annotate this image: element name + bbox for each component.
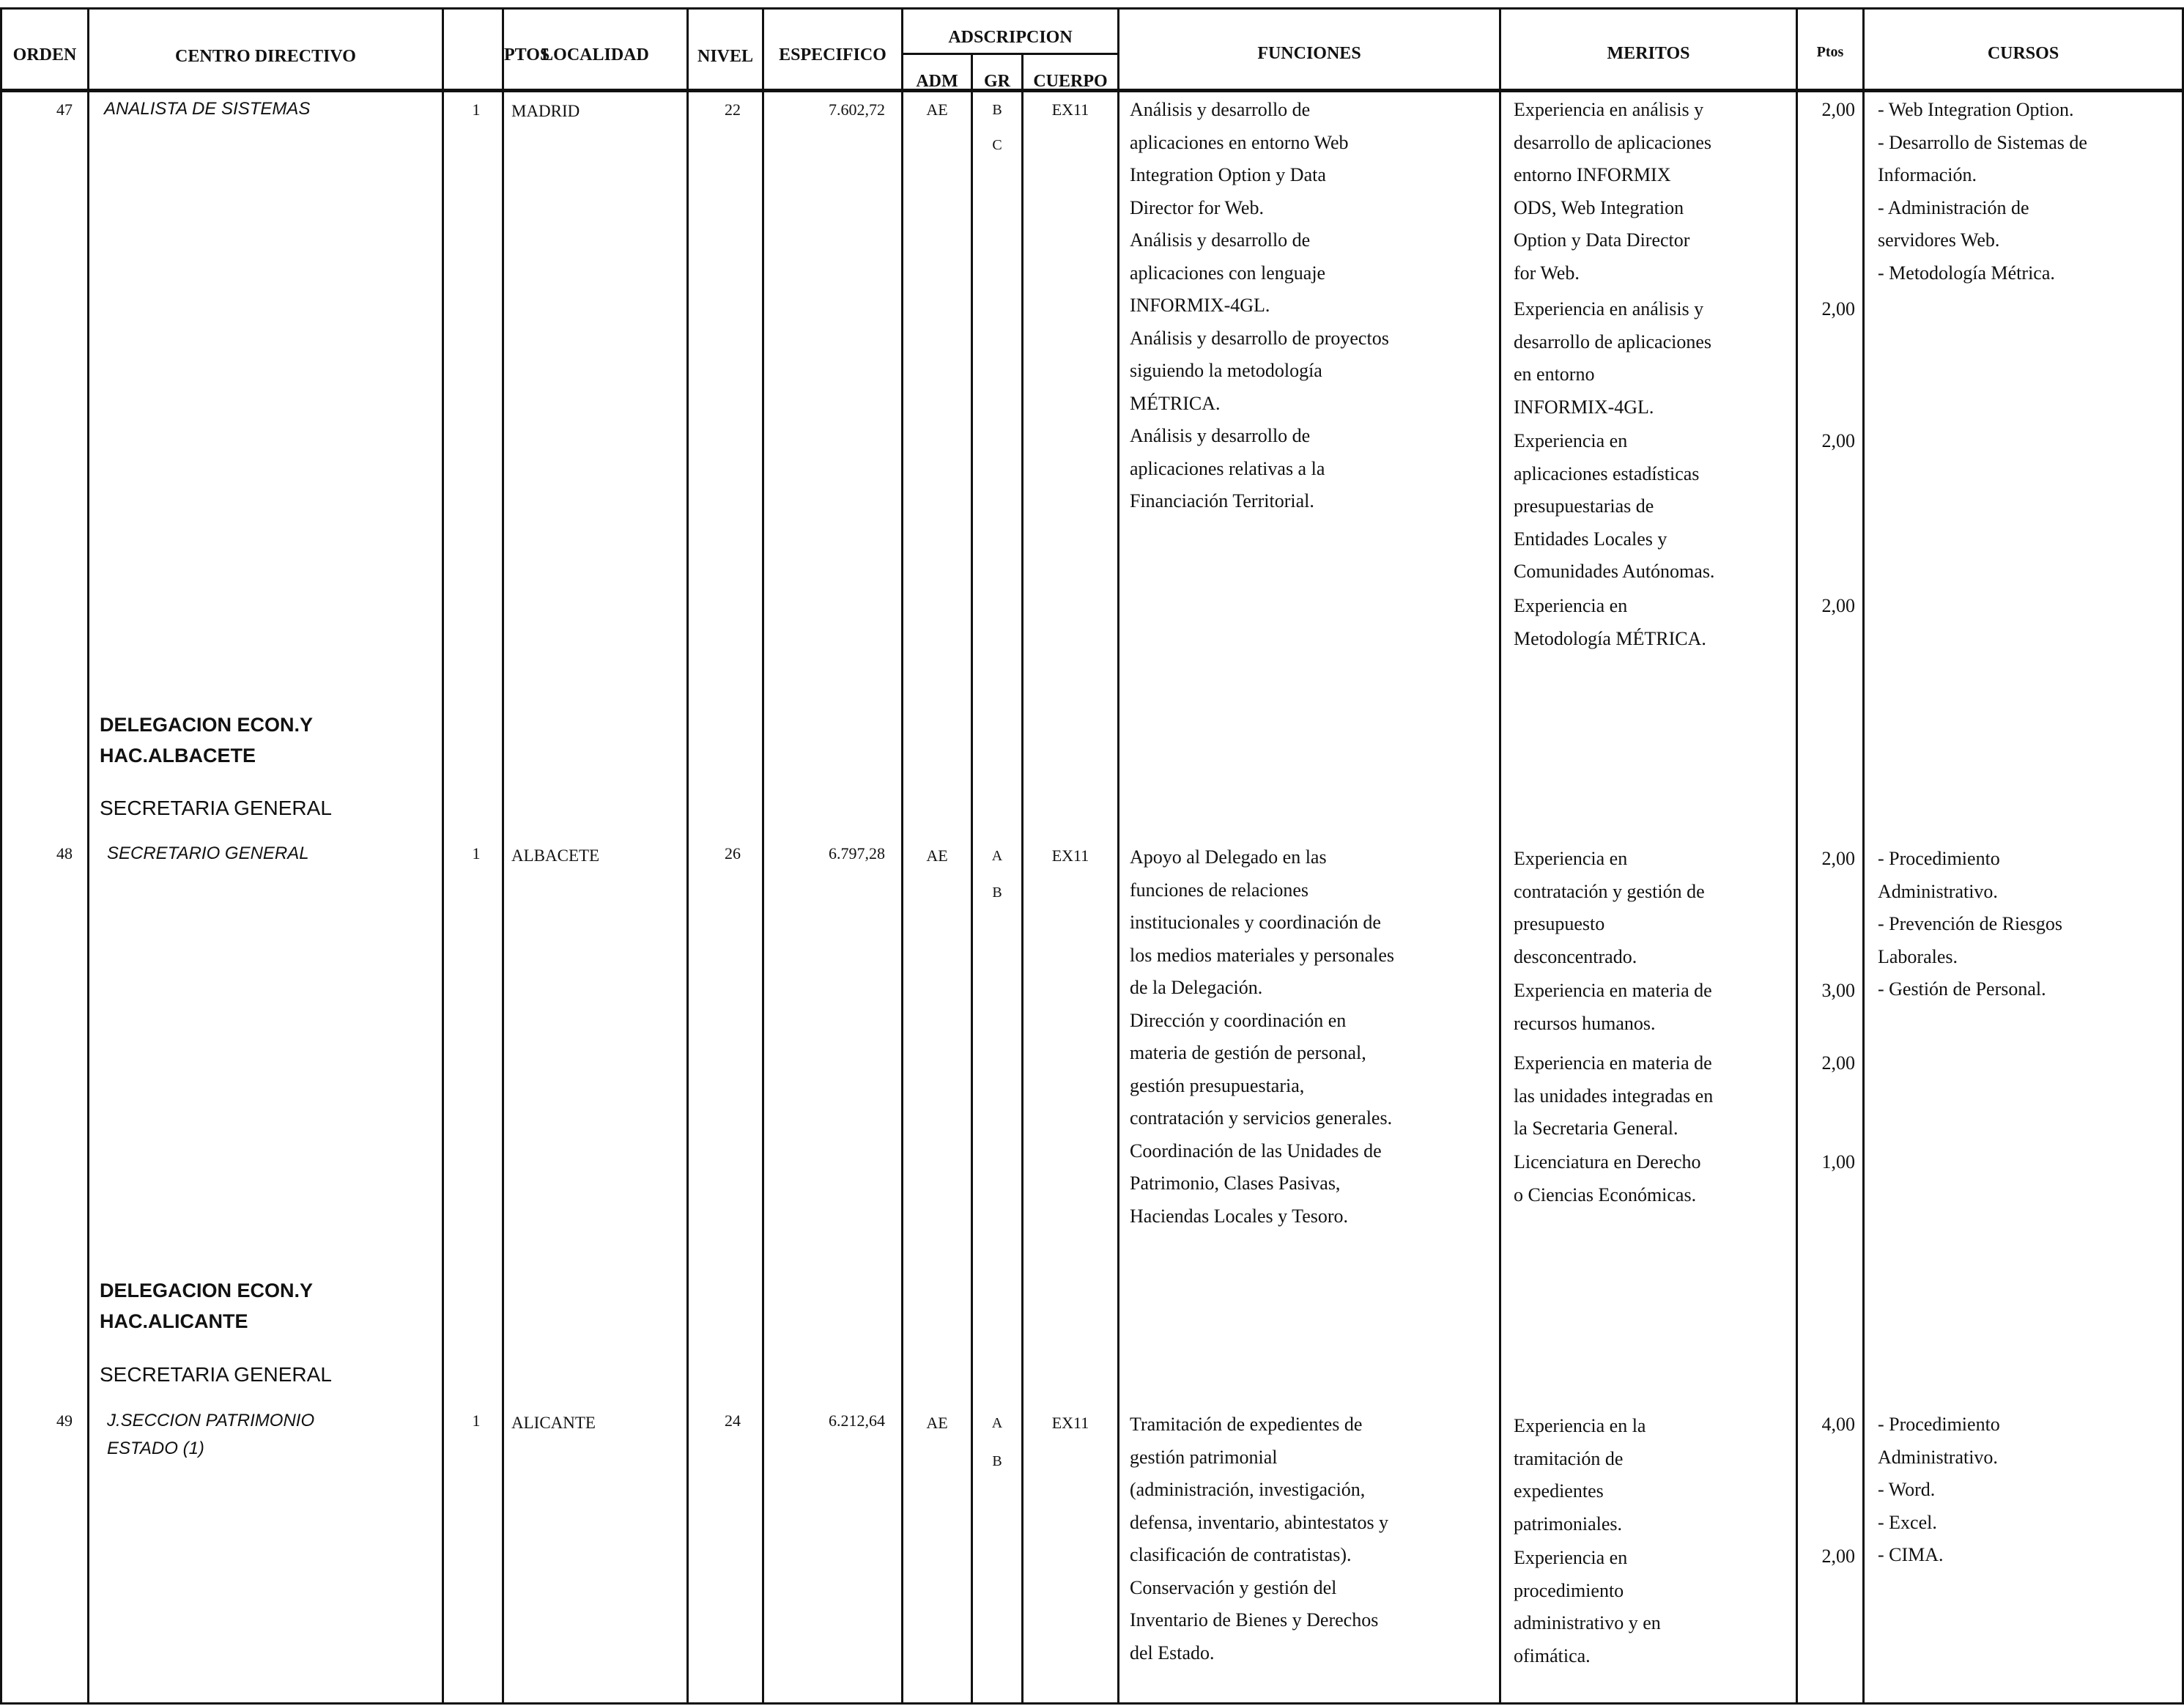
merito: Experiencia en procedimiento administrativo y en ofimática. bbox=[1514, 1547, 1661, 1666]
merito-ptos: 2,00 bbox=[1821, 1052, 1855, 1074]
merito-ptos: 2,00 bbox=[1821, 595, 1855, 616]
merito: Experiencia en materia de las unidades integradas en la Secretaria General. bbox=[1514, 1052, 1714, 1139]
merito-ptos: 2,00 bbox=[1821, 430, 1855, 451]
section-delegacion: DELEGACION ECON.Y HAC.ALBACETE bbox=[100, 714, 314, 767]
merito: Experiencia en contratación y gestión de presupuesto desconcentrado. bbox=[1514, 848, 1705, 967]
ptos: 1 bbox=[472, 100, 481, 119]
merito: Licenciatura en Derecho o Ciencias Económicas. bbox=[1514, 1151, 1701, 1205]
orden: 48 bbox=[56, 844, 73, 863]
merito: Experiencia en materia de recursos humanos. bbox=[1514, 980, 1712, 1034]
cuerpo: EX11 bbox=[1051, 100, 1089, 119]
header-adm: ADM bbox=[916, 72, 958, 91]
funciones: Apoyo al Delegado en las funciones de relaciones institucionales y coordinación de los medios materiales y personales de la Delegación. Dirección y coordinación en materia de gestión de personal, gestión presupuestaria, contratación y servicios generales. Coordinación de las Unidades de Patrimonio, Clases Pasivas, Haciendas Locales y Tesoro. bbox=[1130, 846, 1395, 1227]
col-line bbox=[87, 7, 89, 1705]
funciones: Tramitación de expedientes de gestión patrimonial (administración, investigación, defensa, inventario, abintestatos y clasificación de contratistas). Conservación y gestión del Inventario de Bienes y Derechos del Estado. bbox=[1130, 1414, 1389, 1663]
header-meritos: MERITOS bbox=[1607, 44, 1690, 63]
puesto: J.SECCION PATRIMONIO ESTADO (1) bbox=[107, 1411, 315, 1458]
col-line bbox=[502, 7, 504, 1705]
col-line bbox=[1117, 7, 1119, 1705]
gr: A bbox=[991, 848, 1003, 864]
cursos: - Procedimiento Administrativo. - Prevención de Riesgos Laborales. - Gestión de Personal. bbox=[1878, 848, 2063, 1000]
merito-ptos: 2,00 bbox=[1821, 1546, 1855, 1567]
header-especifico: ESPECIFICO bbox=[779, 45, 886, 64]
adm: AE bbox=[926, 1414, 948, 1432]
especifico: 6.797,28 bbox=[829, 844, 885, 863]
gr: A bbox=[991, 1415, 1003, 1431]
localidad: ALICANTE bbox=[511, 1414, 596, 1432]
merito-ptos: 1,00 bbox=[1821, 1151, 1855, 1173]
ptos: 1 bbox=[472, 1411, 481, 1430]
cuerpo: EX11 bbox=[1051, 846, 1089, 865]
merito-ptos: 2,00 bbox=[1821, 99, 1855, 120]
funciones: Análisis y desarrollo de aplicaciones en entorno Web Integration Option y Data Director for Web. Análisis y desarrollo de aplicaciones con lenguaje INFORMIX-4GL. Análisis y desarrollo de proyectos siguiendo la metodología MÉTRICA. Análisis y desarrollo de aplicaciones relativas a la Financiación Territorial. bbox=[1130, 99, 1389, 512]
col-line bbox=[1499, 7, 1501, 1705]
nivel: 24 bbox=[725, 1411, 741, 1430]
especifico: 6.212,64 bbox=[829, 1411, 885, 1430]
merito-ptos: 3,00 bbox=[1821, 980, 1855, 1001]
cursos: - Web Integration Option. - Desarrollo de Sistemas de Información. - Administración de servidores Web. - Metodología Métrica. bbox=[1878, 99, 2087, 284]
orden: 47 bbox=[56, 100, 73, 119]
ptos: 1 bbox=[472, 844, 481, 863]
cuerpo: EX11 bbox=[1051, 1414, 1089, 1432]
col-line bbox=[442, 7, 444, 1705]
nivel: 26 bbox=[725, 844, 741, 863]
header-orden: ORDEN bbox=[12, 45, 77, 64]
orden: 49 bbox=[56, 1411, 73, 1430]
merito: Experiencia en la tramitación de expedientes patrimoniales. bbox=[1514, 1415, 1646, 1535]
puesto: ANALISTA DE SISTEMAS bbox=[104, 99, 311, 119]
nivel: 22 bbox=[725, 100, 741, 119]
header-cuerpo: CUERPO bbox=[1033, 72, 1108, 91]
header-adscripcion: ADSCRIPCION bbox=[948, 28, 1073, 47]
section-delegacion: DELEGACION ECON.Y HAC.ALICANTE bbox=[100, 1280, 314, 1332]
adm: AE bbox=[926, 100, 948, 119]
cursos: - Procedimiento Administrativo. - Word. - Excel. - CIMA. bbox=[1878, 1414, 2000, 1565]
col-line bbox=[686, 7, 689, 1705]
header-ptos-meritos: Ptos bbox=[1816, 44, 1844, 60]
header-ptos: PTOS bbox=[504, 45, 550, 64]
section-unidad: SECRETARIA GENERAL bbox=[100, 797, 332, 819]
merito-ptos: 4,00 bbox=[1821, 1414, 1855, 1435]
merito: Experiencia en análisis y desarrollo de aplicaciones en entorno INFORMIX-4GL. bbox=[1514, 298, 1711, 418]
adscripcion-divider bbox=[903, 53, 1119, 55]
gr: B bbox=[992, 102, 1002, 118]
header-cursos: CURSOS bbox=[1987, 44, 2059, 63]
section-unidad: SECRETARIA GENERAL bbox=[100, 1363, 332, 1386]
table-top-border bbox=[0, 7, 2184, 10]
header-funciones: FUNCIONES bbox=[1257, 44, 1361, 63]
col-line bbox=[1021, 53, 1023, 1705]
col-line bbox=[1862, 7, 1865, 1705]
merito: Experiencia en aplicaciones estadísticas presupuestarias de Entidades Locales y Comunidades Autónomas. bbox=[1514, 430, 1715, 582]
merito-ptos: 2,00 bbox=[1821, 848, 1855, 869]
header-nivel: NIVEL bbox=[697, 47, 754, 66]
merito-ptos: 2,00 bbox=[1821, 298, 1855, 320]
header-gr: GR bbox=[984, 72, 1010, 91]
header-centro: CENTRO DIRECTIVO bbox=[175, 47, 356, 66]
puesto: SECRETARIO GENERAL bbox=[107, 843, 309, 863]
merito: Experiencia en Metodología MÉTRICA. bbox=[1514, 595, 1706, 649]
localidad: ALBACETE bbox=[511, 846, 600, 865]
merito: Experiencia en análisis y desarrollo de aplicaciones entorno INFORMIX ODS, Web Integration Option y Data Director for Web. bbox=[1514, 99, 1711, 284]
table-bottom-border bbox=[0, 1702, 2184, 1705]
gr: B bbox=[992, 885, 1002, 901]
adm: AE bbox=[926, 846, 948, 865]
especifico: 7.602,72 bbox=[829, 100, 885, 119]
localidad: MADRID bbox=[511, 102, 580, 120]
gr: C bbox=[992, 137, 1002, 153]
header-localidad: LOCALIDAD bbox=[541, 45, 649, 64]
gr: B bbox=[992, 1453, 1002, 1469]
